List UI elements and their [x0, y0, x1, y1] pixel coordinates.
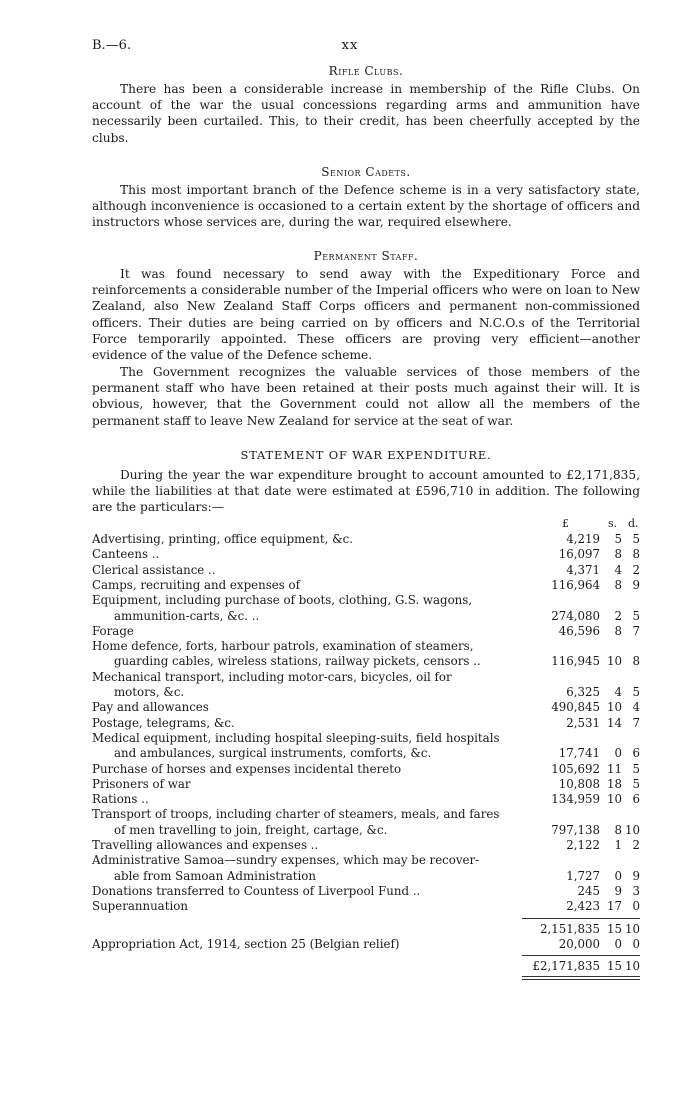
table-row-amount-pence: 7	[632, 715, 640, 730]
table-row-amount-shillings: 8	[614, 822, 622, 837]
table-row-amount-pence: 0	[632, 899, 640, 914]
table-row-label: Postage, telegrams, &c.	[92, 715, 235, 730]
table-row-amount-pounds: 245	[577, 883, 600, 898]
paragraph-text: This most important branch of the Defence scheme is in a very satisfactory state, although inconvenience is occasioned to a certain extent by the shortage of officers and instructors whose services are, during the war, required elsewhere.	[92, 183, 640, 230]
table-row-amount-pounds: 1,727	[566, 868, 600, 883]
table-row-label: ammunition-carts, &c. ..	[114, 608, 260, 623]
table-row-amount-pounds: 4,371	[566, 562, 600, 577]
table-row-amount-pounds: 17,741	[558, 746, 600, 761]
paragraph-text: It was found necessary to send away with the Expeditionary Force and reinforcements a considerable number of the Imperial officers who were on loan to New Zealand, also New Zealand Staff Corps officers and permanent non-commissioned officers. Their duties are being carried on by officers and N.C.O.s of the Territorial Force temporarily appointed. These officers are proving very efficient—another evidence of the value of the Defence scheme.	[92, 267, 640, 363]
table-row-amount-shillings: 4	[614, 562, 622, 577]
subtotal-amount-pence: 10	[624, 921, 640, 936]
table-row-amount-pence: 5	[632, 776, 640, 791]
table-row-amount-pounds: 2,122	[566, 838, 600, 852]
paragraph-war-expenditure-intro	[92, 467, 640, 516]
table-row-label: Superannuation	[92, 899, 188, 914]
table-row-label: Travelling allowances and expenses ..	[92, 838, 319, 852]
paragraph-text: There has been a considerable increase in membership of the Rifle Clubs. On account of the war the usual concessions regarding arms and ammunition have necessarily been curtailed. This, to their credit, has been cheerfully accepted by the clubs.	[92, 82, 640, 145]
table-row-amount-pence: 6	[632, 792, 640, 807]
table-row-amount-shillings: 2	[614, 608, 622, 623]
table-row-label: Donations transferred to Countess of Liverpool Fund ..	[92, 883, 421, 898]
table-row-label: motors, &c.	[114, 685, 185, 699]
page-number: xx	[341, 38, 359, 53]
table-row-amount-pounds: 116,945	[551, 654, 600, 669]
paragraph-rifle-clubs	[92, 81, 640, 146]
expenditure-table	[92, 517, 640, 1057]
table-row-amount-pence: 8	[632, 547, 640, 562]
table-row-amount-pence: 4	[632, 700, 640, 715]
table-row-amount-pence: 2	[632, 562, 640, 577]
table-row-label: able from Samoan Administration	[114, 868, 316, 883]
subtotal-amount-shillings: 15	[606, 921, 622, 936]
table-row-amount-shillings: 1	[614, 838, 622, 852]
table-row-amount-pounds: 2,423	[566, 899, 600, 914]
table-row-label: Rations ..	[92, 792, 149, 807]
heading-war-expenditure: STATEMENT OF WAR EXPENDITURE.	[240, 448, 492, 462]
table-row-amount-pence: 8	[632, 654, 640, 669]
table-row-label: Forage	[92, 623, 134, 638]
table-row-label: Advertising, printing, office equipment, &c.	[92, 532, 353, 546]
table-row-amount-pence: 6	[632, 746, 640, 761]
table-row-label: Administrative Samoa—sundry expenses, which may be recover-	[92, 853, 480, 868]
subtotal-amount-pounds: 2,151,835	[539, 921, 600, 936]
table-row-amount-shillings: 8	[614, 547, 622, 562]
table-row-label: and ambulances, surgical instruments, comforts, &c.	[114, 746, 432, 761]
total-amount-pounds: £2,171,835	[532, 959, 600, 974]
total-amount-pence: 10	[624, 959, 640, 974]
total-amount-shillings: 15	[606, 959, 622, 974]
table-row-amount-shillings: 4	[614, 685, 622, 699]
table-row-label: guarding cables, wireless stations, railway pickets, censors ..	[114, 654, 481, 669]
table-row-label: Canteens ..	[92, 547, 160, 562]
appropriation-amount-pence: 0	[632, 936, 640, 951]
total-double-rule-1	[522, 976, 640, 977]
subtotal-rule	[522, 918, 640, 919]
table-row-amount-pounds: 10,808	[558, 776, 600, 791]
table-row-amount-shillings: 10	[606, 700, 622, 715]
table-row-amount-pounds: 105,692	[551, 761, 600, 776]
page-reference: B.—6.	[92, 38, 132, 53]
table-row-amount-shillings: 5	[614, 532, 622, 546]
table-row-label: Clerical assistance ..	[92, 562, 216, 577]
paragraph-text: The Government recognizes the valuable services of those members of the permanent staff who have been retained at their posts much against their will. It is obvious, however, that the Government could not allow all the members of the permanent staff to leave New Zealand for service at the seat of war.	[92, 365, 640, 428]
table-row-label: Transport of troops, including charter of steamers, meals, and fares	[92, 807, 500, 822]
table-row-amount-pounds: 134,959	[551, 792, 600, 807]
table-row-amount-pounds: 16,097	[558, 547, 600, 562]
table-row-label: of men travelling to join, freight, cartage, &c.	[114, 822, 388, 837]
paragraph-permanent-staff-1	[92, 266, 640, 363]
table-row-amount-shillings: 0	[614, 868, 622, 883]
table-row-amount-pence: 5	[632, 608, 640, 623]
table-row-amount-pounds: 46,596	[558, 623, 600, 638]
table-row-label: Pay and allowances	[92, 700, 209, 715]
paragraph-text: During the year the war expenditure brought to account amounted to £2,171,835, while the liabilities at that date were estimated at £596,710 in addition. The following are the particulars:—	[92, 468, 640, 515]
table-row-label: Prisoners of war	[92, 776, 191, 791]
table-row-amount-pounds: 490,845	[551, 700, 600, 715]
paragraph-senior-cadets	[92, 182, 640, 231]
appropriation-label: Appropriation Act, 1914, section 25 (Belgian relief)	[92, 936, 400, 951]
table-row-amount-shillings: 18	[606, 776, 622, 791]
table-row-label: Equipment, including purchase of boots, clothing, G.S. wagons,	[92, 593, 473, 608]
table-row-amount-pence: 10	[624, 822, 640, 837]
table-row-amount-shillings: 10	[606, 654, 622, 669]
table-row-label: Purchase of horses and expenses incidental thereto	[92, 761, 402, 776]
table-row-amount-pounds: 6,325	[566, 685, 600, 699]
table-row-amount-shillings: 8	[614, 577, 622, 592]
table-row-label: Mechanical transport, including motor-cars, bicycles, oil for	[92, 669, 452, 684]
heading-permanent-staff: Permanent Staff.	[313, 249, 419, 263]
table-row-amount-shillings: 8	[614, 623, 622, 638]
table-row-amount-shillings: 10	[606, 792, 622, 807]
table-row-amount-pence: 5	[632, 685, 640, 699]
table-row-amount-pounds: 116,964	[551, 577, 600, 592]
column-header-pounds: £	[562, 517, 569, 530]
table-row-amount-pounds: 2,531	[566, 715, 600, 730]
table-row-amount-pence: 9	[632, 577, 640, 592]
table-row-label: Home defence, forts, harbour patrols, examination of steamers,	[92, 639, 474, 654]
table-row-amount-pence: 2	[632, 838, 640, 852]
table-row-amount-pounds: 4,219	[566, 532, 600, 546]
column-header-pence: d.	[628, 517, 639, 530]
column-header-shillings: s.	[608, 517, 618, 530]
appropriation-amount-pounds: 20,000	[558, 936, 600, 951]
table-row-amount-pence: 5	[632, 532, 640, 546]
table-row-amount-pence: 7	[632, 623, 640, 638]
table-row-label: Camps, recruiting and expenses of	[92, 577, 301, 592]
table-row-amount-pounds: 797,138	[551, 822, 600, 837]
total-rule	[522, 955, 640, 956]
table-row-amount-shillings: 9	[614, 883, 622, 898]
heading-senior-cadets: Senior Cadets.	[321, 165, 411, 179]
table-row-amount-shillings: 17	[606, 899, 622, 914]
heading-rifle-clubs: Rifle Clubs.	[328, 64, 404, 78]
paragraph-permanent-staff-2	[92, 364, 640, 429]
table-row-label: Medical equipment, including hospital sleeping-suits, field hospitals	[92, 730, 500, 745]
table-row-amount-shillings: 11	[606, 761, 622, 776]
table-row-amount-pence: 5	[632, 761, 640, 776]
table-row-amount-pounds: 274,080	[551, 608, 600, 623]
table-row-amount-shillings: 14	[606, 715, 622, 730]
appropriation-amount-shillings: 0	[614, 936, 622, 951]
total-double-rule-2	[522, 979, 640, 980]
table-row-amount-pence: 3	[632, 883, 640, 898]
table-row-amount-pence: 9	[632, 868, 640, 883]
table-row-amount-shillings: 0	[614, 746, 622, 761]
